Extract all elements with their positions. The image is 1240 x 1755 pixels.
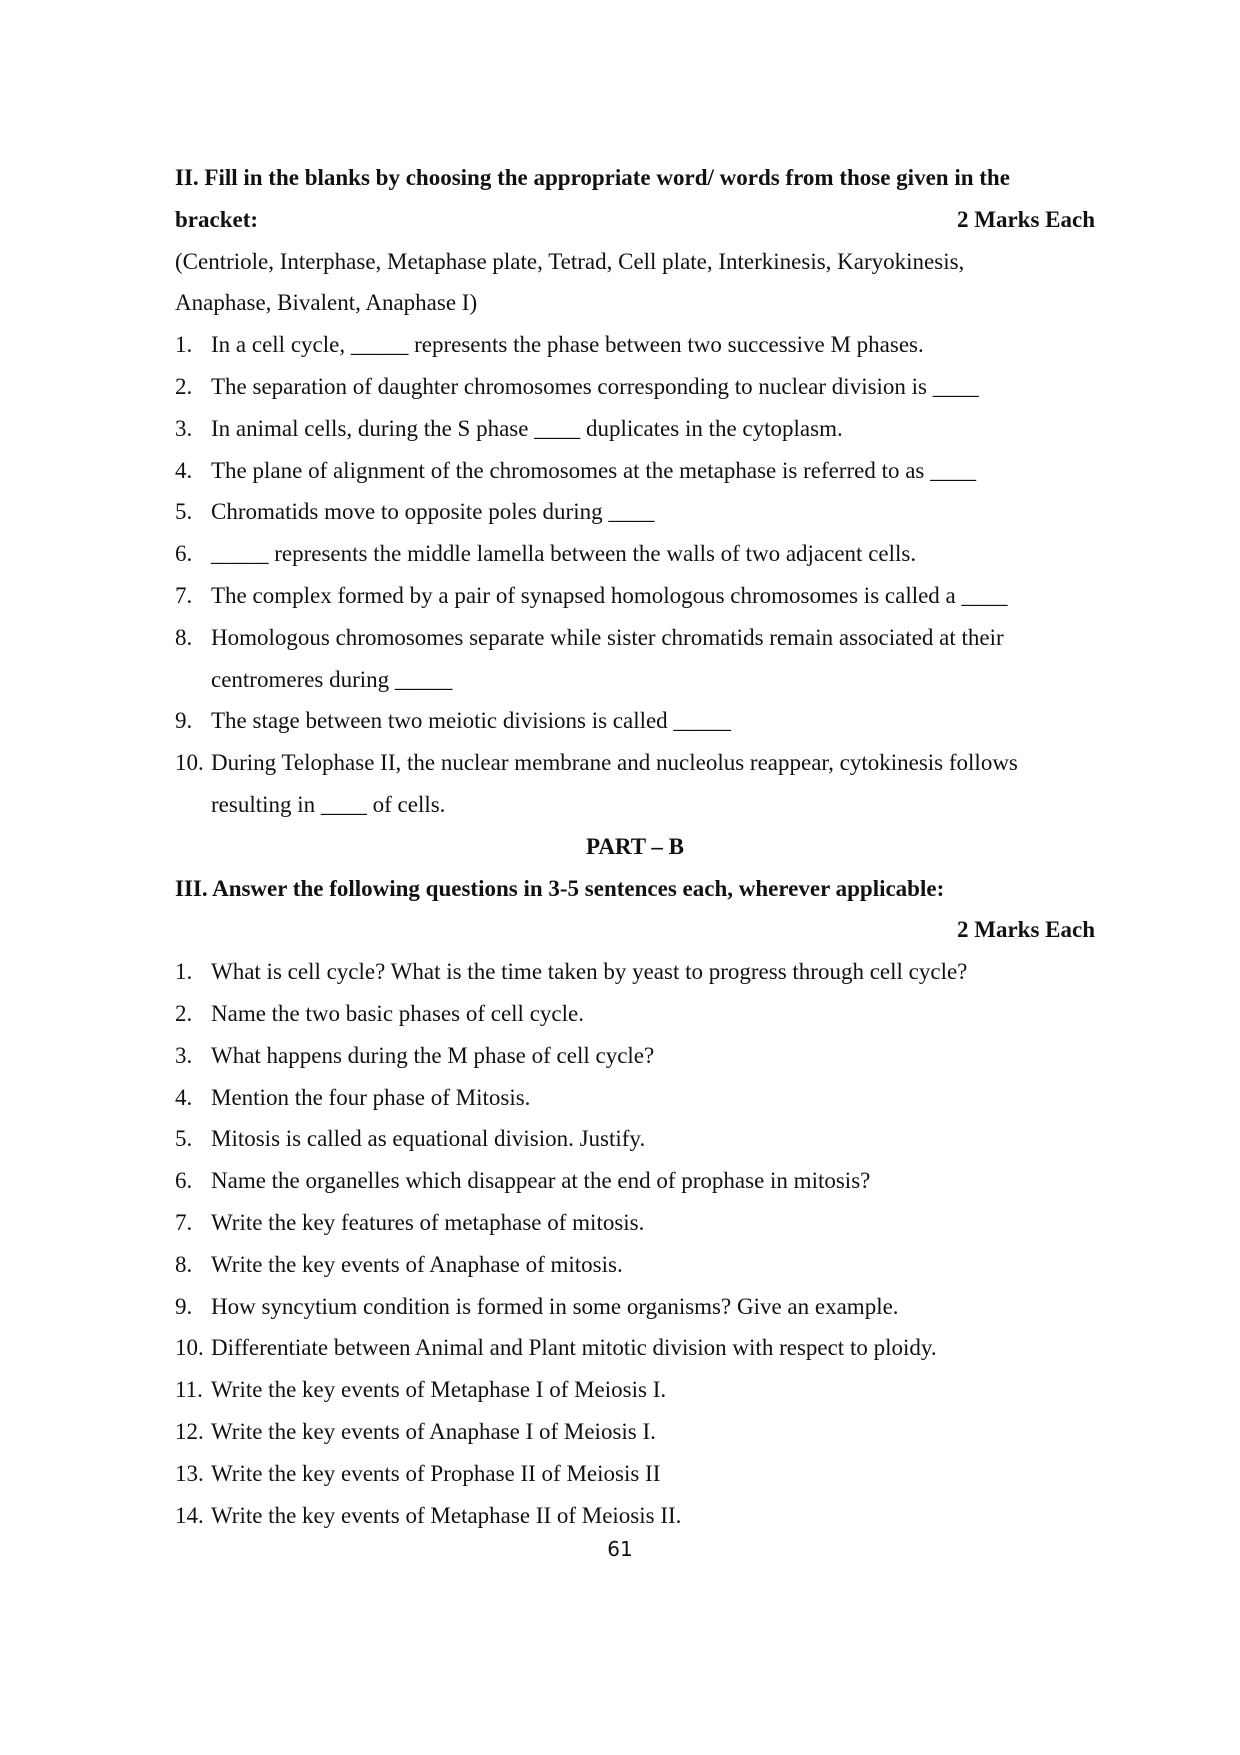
part-b-title: PART – B	[585, 833, 685, 859]
question-item	[175, 1077, 1095, 1119]
question-text: The separation of daughter chromosomes corresponding to nuclear division is ____	[211, 373, 979, 399]
question-text: Name the organelles which disappear at the end of prophase in mitosis?	[211, 1168, 871, 1194]
question-text: Homologous chromosomes separate while sister chromatids remain associated at their	[211, 624, 1004, 650]
question-item	[175, 491, 1095, 533]
question-text: Mention the four phase of Mitosis.	[211, 1084, 531, 1110]
page-number: 61	[607, 1537, 633, 1561]
question-item	[175, 1286, 1095, 1328]
word-options: (Centriole, Interphase, Metaphase plate, Tetrad, Cell plate, Interkinesis, Karyokinesis,	[175, 248, 965, 274]
question-number: 1.	[175, 332, 193, 358]
question-text-cont: resulting in ____ of cells.	[211, 791, 446, 817]
section-2-heading-cont: bracket:	[175, 206, 259, 232]
question-number: 1.	[175, 959, 193, 985]
question-text: In a cell cycle, _____ represents the phase between two successive M phases.	[211, 332, 924, 358]
section-2-marks: 2 Marks Each	[957, 206, 1095, 232]
question-item	[175, 617, 1095, 701]
question-number: 11.	[175, 1377, 203, 1403]
question-item	[175, 1035, 1095, 1077]
fill-blanks-list	[175, 324, 1095, 826]
question-item	[175, 1495, 1095, 1537]
question-item	[175, 951, 1095, 993]
question-text: During Telophase II, the nuclear membrane and nucleolus reappear, cytokinesis follows	[211, 750, 1018, 776]
section-2-heading: II. Fill in the blanks by choosing the appropriate word/ words from those given in the	[175, 165, 1010, 190]
word-options-cont: Anaphase, Bivalent, Anaphase I)	[175, 290, 478, 316]
question-item	[175, 1411, 1095, 1453]
question-number: 6.	[175, 541, 193, 567]
question-number: 9.	[175, 1293, 193, 1319]
question-text: The stage between two meiotic divisions is called _____	[211, 708, 731, 734]
question-number: 13.	[175, 1460, 204, 1486]
question-text: The complex formed by a pair of synapsed homologous chromosomes is called a ____	[211, 582, 1008, 608]
question-number: 4.	[175, 457, 193, 483]
question-item	[175, 1369, 1095, 1411]
question-item	[175, 742, 1095, 826]
section-3-heading: III. Answer the following questions in 3-5 sentences each, wherever applicable:	[175, 875, 945, 901]
question-item	[175, 1118, 1095, 1160]
question-text: Write the key events of Metaphase II of Meiosis II.	[211, 1502, 682, 1528]
question-number: 3.	[175, 1042, 193, 1068]
question-text: Chromatids move to opposite poles during ____	[211, 499, 655, 525]
question-item	[175, 366, 1095, 408]
question-item	[175, 450, 1095, 492]
question-text: Write the key events of Anaphase of mitosis.	[211, 1251, 623, 1277]
section-2-heading-row	[175, 199, 1095, 241]
question-item	[175, 1244, 1095, 1286]
question-item	[175, 993, 1095, 1035]
question-item	[175, 1160, 1095, 1202]
question-number: 12.	[175, 1418, 204, 1444]
question-item	[175, 533, 1095, 575]
question-text: Write the key features of metaphase of mitosis.	[211, 1209, 645, 1235]
question-number: 2.	[175, 373, 193, 399]
short-answer-list	[175, 951, 1095, 1536]
question-item	[175, 1202, 1095, 1244]
question-text: Differentiate between Animal and Plant mitotic division with respect to ploidy.	[211, 1335, 937, 1361]
question-number: 3.	[175, 415, 193, 441]
question-item	[175, 324, 1095, 366]
question-text: In animal cells, during the S phase ____ duplicates in the cytoplasm.	[211, 415, 843, 441]
question-number: 9.	[175, 708, 193, 734]
question-text-cont: centromeres during _____	[211, 666, 453, 692]
question-item	[175, 575, 1095, 617]
question-item	[175, 1327, 1095, 1369]
question-number: 8.	[175, 1251, 193, 1277]
question-text: Name the two basic phases of cell cycle.	[211, 1000, 584, 1026]
question-text: _____ represents the middle lamella between the walls of two adjacent cells.	[211, 541, 917, 567]
question-text: Write the key events of Prophase II of Meiosis II	[211, 1460, 661, 1486]
question-text: How syncytium condition is formed in some organisms? Give an example.	[211, 1293, 899, 1319]
question-number: 7.	[175, 1209, 193, 1235]
question-number: 8.	[175, 624, 193, 650]
question-number: 14.	[175, 1502, 204, 1528]
question-item	[175, 700, 1095, 742]
question-number: 10.	[175, 750, 204, 776]
question-item	[175, 408, 1095, 450]
question-text: Write the key events of Metaphase I of Meiosis I.	[211, 1377, 667, 1403]
question-text: The plane of alignment of the chromosomes at the metaphase is referred to as ____	[211, 457, 977, 483]
question-number: 2.	[175, 1000, 193, 1026]
question-number: 5.	[175, 499, 193, 525]
document-page	[175, 157, 1095, 1536]
question-number: 7.	[175, 582, 193, 608]
question-text: What is cell cycle? What is the time taken by yeast to progress through cell cycle?	[211, 959, 968, 985]
question-number: 6.	[175, 1168, 193, 1194]
question-item	[175, 1453, 1095, 1495]
question-number: 10.	[175, 1335, 204, 1361]
question-text: Write the key events of Anaphase I of Meiosis I.	[211, 1418, 656, 1444]
question-number: 4.	[175, 1084, 193, 1110]
question-text: What happens during the M phase of cell cycle?	[211, 1042, 655, 1068]
question-number: 5.	[175, 1126, 193, 1152]
question-text: Mitosis is called as equational division. Justify.	[211, 1126, 646, 1152]
section-3-marks: 2 Marks Each	[957, 917, 1095, 943]
